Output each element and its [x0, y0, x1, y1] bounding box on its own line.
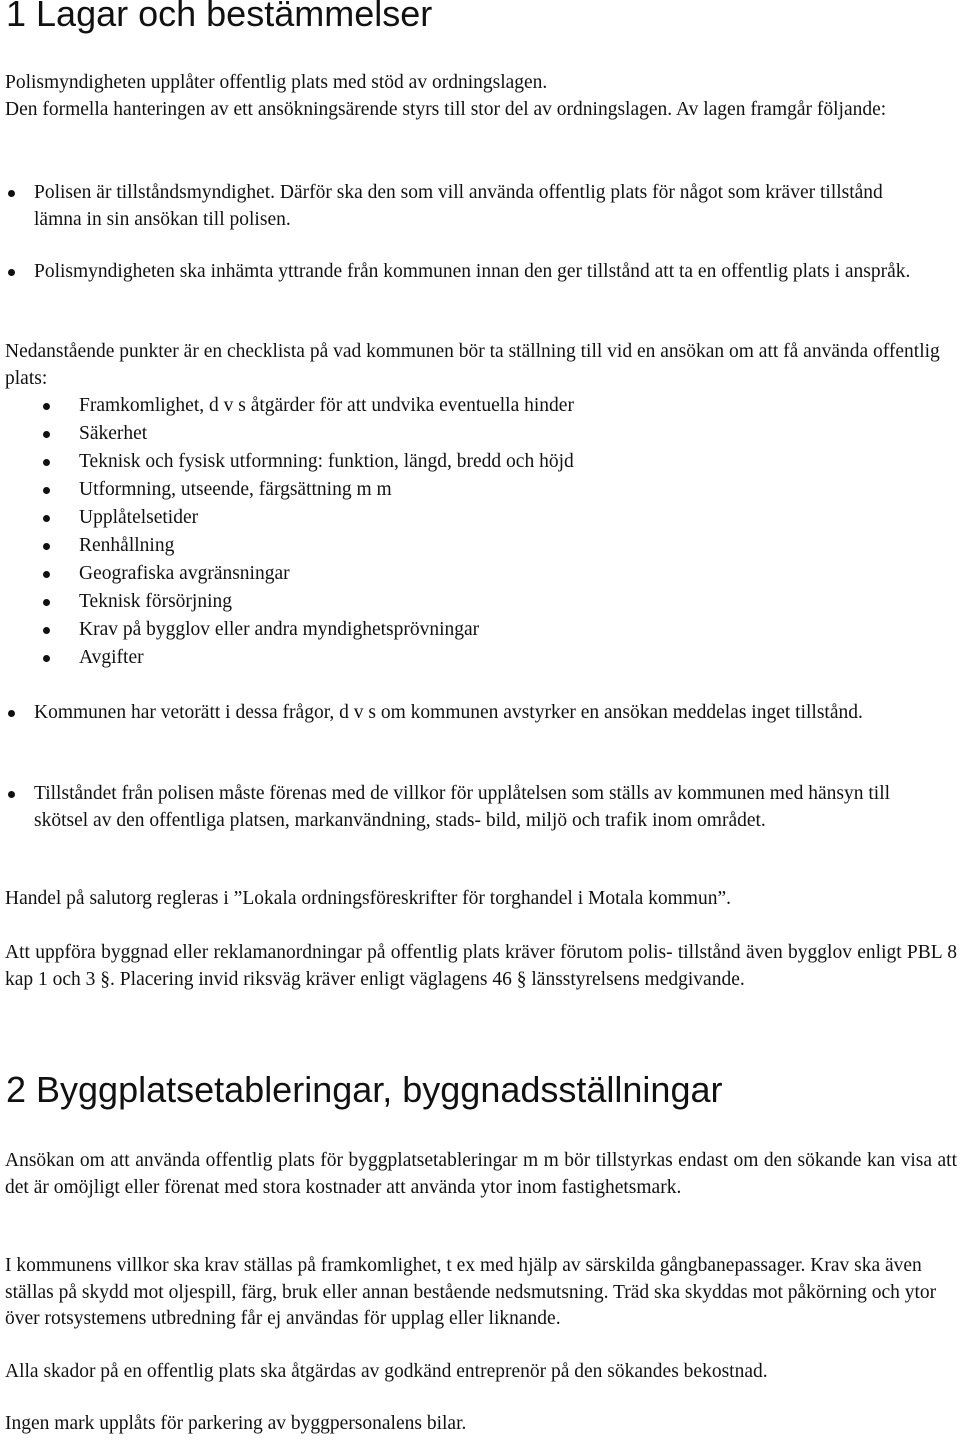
- checklist-item: [0, 421, 955, 448]
- list-item: [0, 781, 955, 834]
- bullet-icon: [43, 599, 50, 606]
- bullet-icon: [43, 655, 50, 662]
- paragraph-handel: Handel på salutorg regleras i ”Lokala ordningsföreskrifter för torghandel i Motala kommun”.: [5, 888, 731, 909]
- checklist-item: [0, 449, 955, 476]
- paragraph-bygglov: Att uppföra byggnad eller reklamanordningar på offentlig plats kräver förutom polis- tillstånd även bygglov enligt PBL 8 kap 1 och 3 §. Placering invid riksväg kräver enligt väglagens 46 § länsstyrelsens medgivande.: [5, 942, 957, 990]
- checklist-item-text: Utformning, utseende, färgsättning m m: [79, 479, 392, 500]
- section-2-paragraph-2: I kommunens villkor ska krav ställas på framkomlighet, t ex med hjälp av särskilda gångbanepassager. Krav ska även ställas på skydd mot oljespill, färg, bruk eller annan bestående nedsmutsning. Träd ska skyddas mot påkörning och ytor över rotsystemens utbredning får ej användas för upplag eller liknande.: [5, 1255, 937, 1329]
- list-item-text: Tillståndet från polisen måste förenas med de villkor för upplåtelsen som ställs av kommunen med hänsyn till skötsel av den offentliga platsen, markanvändning, stads- bild, miljö och trafik inom området.: [34, 783, 891, 831]
- checklist-intro: Nedanstående punkter är en checklista på vad kommunen bör ta ställning till vid en ansökan om att få använda offentlig plats:: [5, 341, 940, 389]
- bullet-icon: [43, 515, 50, 522]
- section-2-paragraph-4: Ingen mark upplåts för parkering av byggpersonalens bilar.: [5, 1413, 467, 1434]
- checklist-item: [0, 393, 955, 420]
- checklist-item-text: Säkerhet: [79, 423, 148, 444]
- intro-line-2: Den formella hanteringen av ett ansökningsärende styrs till stor del av ordningslagen. Av lagen framgår följande:: [5, 99, 887, 120]
- checklist-item: [0, 589, 955, 616]
- list-item-text: Polisen är tillståndsmyndighet. Därför ska den som vill använda offentlig plats för något som kräver tillstånd lämna in sin ansökan till polisen.: [34, 182, 883, 230]
- bullet-icon: [43, 571, 50, 578]
- checklist-item-text: Upplåtelsetider: [79, 507, 199, 528]
- bullet-icon: [43, 459, 50, 466]
- checklist-item-text: Teknisk och fysisk utformning: funktion, längd, bredd och höjd: [79, 451, 574, 472]
- bullet-icon: [43, 403, 50, 410]
- checklist-item: [0, 477, 955, 504]
- bullet-icon: [8, 190, 15, 197]
- list-item: [0, 259, 955, 286]
- checklist-item-text: Renhållning: [79, 535, 175, 556]
- checklist-item: [0, 645, 955, 672]
- bullet-icon: [43, 487, 50, 494]
- bullet-icon: [43, 627, 50, 634]
- section-1-heading: 1 Lagar och bestämmelser: [6, 0, 433, 34]
- bullet-icon: [8, 269, 15, 276]
- bullet-icon: [8, 791, 15, 798]
- list-item: [0, 180, 955, 233]
- checklist-item-text: Geografiska avgränsningar: [79, 563, 290, 584]
- checklist-item-text: Framkomlighet, d v s åtgärder för att undvika eventuella hinder: [79, 395, 574, 416]
- checklist-item-text: Avgifter: [79, 647, 144, 668]
- list-item-text: Polismyndigheten ska inhämta yttrande från kommunen innan den ger tillstånd att ta en offentlig plats i anspråk.: [34, 261, 911, 282]
- intro-line-1: Polismyndigheten upplåter offentlig plats med stöd av ordningslagen.: [5, 72, 548, 93]
- bullet-icon: [8, 710, 15, 717]
- section-2-heading: 2 Byggplatsetableringar, byggnadsställningar: [6, 1069, 723, 1110]
- section-2-paragraph-1: Ansökan om att använda offentlig plats för byggplatsetableringar m m bör tillstyrkas endast om den sökande kan visa att det är omöjligt eller förenat med stora kostnader att använda ytor inom fastighetsmark.: [5, 1150, 957, 1198]
- bullet-icon: [43, 431, 50, 438]
- bullet-icon: [43, 543, 50, 550]
- list-item: [0, 700, 955, 727]
- checklist-item-text: Teknisk försörjning: [79, 591, 232, 612]
- list-item-text: Kommunen har vetorätt i dessa frågor, d v s om kommunen avstyrker en ansökan meddelas inget tillstånd.: [34, 702, 863, 723]
- checklist-item: [0, 617, 955, 644]
- section-2-paragraph-3: Alla skador på en offentlig plats ska åtgärdas av godkänd entreprenör på den sökandes bekostnad.: [5, 1361, 768, 1382]
- checklist-item: [0, 533, 955, 560]
- checklist-item: [0, 505, 955, 532]
- checklist-item: [0, 561, 955, 588]
- checklist-item-text: Krav på bygglov eller andra myndighetsprövningar: [79, 619, 480, 640]
